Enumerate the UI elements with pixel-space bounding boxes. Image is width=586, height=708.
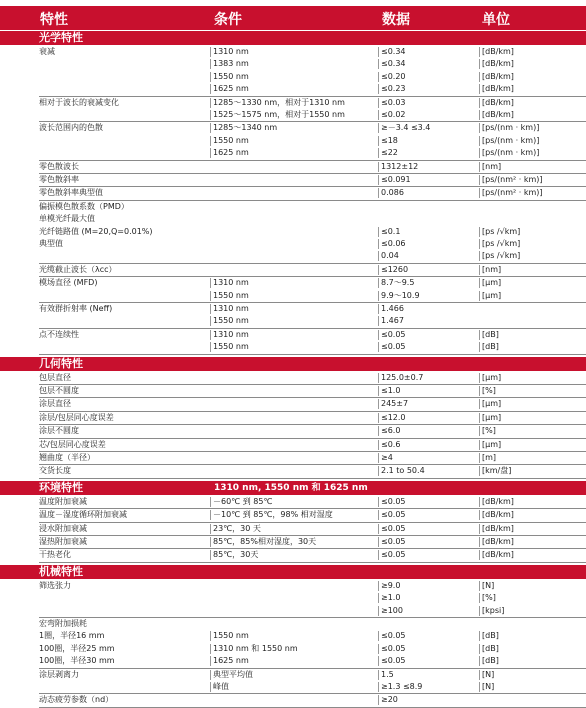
row-value: ≤0.05 xyxy=(381,631,406,641)
row-cond: 1310 nm xyxy=(213,47,249,56)
row-unit: [dB/km] xyxy=(482,109,514,119)
row-value: ≥9.0 xyxy=(381,580,401,590)
row-param: 交货长度 xyxy=(39,466,71,476)
section-title: 光学特性 xyxy=(39,31,83,44)
row-unit: [N] xyxy=(482,580,495,590)
row-param: 有效群折射率 (Neff) xyxy=(39,304,113,313)
row-param: 衰减 xyxy=(39,47,55,56)
row-cond: 1625 nm xyxy=(213,84,249,94)
spec-group xyxy=(39,372,586,385)
row-value: ≤0.6 xyxy=(381,439,401,449)
spec-group xyxy=(39,398,586,411)
row-unit: [dB/km] xyxy=(482,496,514,506)
row-value: ≤0.05 xyxy=(381,523,406,533)
spec-group xyxy=(39,161,586,174)
row-param: 干热老化 xyxy=(39,550,71,560)
row-value: ≤0.05 xyxy=(381,643,406,653)
row-cond: 1310 nm 和 1550 nm xyxy=(213,643,298,653)
row-unit: [%] xyxy=(482,386,496,395)
row-value: ≤0.23 xyxy=(381,84,406,94)
row-unit: [kpsi] xyxy=(482,605,505,615)
row-param: 涂层不圆度 xyxy=(39,426,79,436)
row-cond: 85℃，85%相对湿度，30天 xyxy=(213,537,317,546)
row-unit: [ps /√km] xyxy=(482,238,521,248)
row-param: 包层不圆度 xyxy=(39,386,79,395)
row-value: ≤6.0 xyxy=(381,426,401,436)
row-value: 2.1 to 50.4 xyxy=(381,466,425,476)
row-value: ≥－3.4 ≤3.4 xyxy=(381,123,431,133)
row-value: ≤18 xyxy=(381,135,398,145)
row-param: 零色散斜率 xyxy=(39,175,79,184)
section-title: 几何特性 xyxy=(39,356,83,370)
spec-group xyxy=(39,187,586,200)
section-condition: 1310 nm, 1550 nm 和 1625 nm xyxy=(214,482,368,493)
row-unit: [μm] xyxy=(482,412,502,422)
spec-group xyxy=(39,439,586,452)
row-unit: [ps/(nm² · km)] xyxy=(482,175,543,184)
row-cond: 1310 nm xyxy=(213,304,249,313)
row-unit: [m] xyxy=(482,453,497,462)
row-param: 浸水附加衰减 xyxy=(39,523,87,533)
row-value: 0.04 xyxy=(381,251,399,261)
spec-group xyxy=(39,425,586,438)
spec-group xyxy=(39,46,586,97)
row-value: ≤0.06 xyxy=(381,238,406,248)
spec-group xyxy=(39,536,586,549)
spec-group xyxy=(39,385,586,398)
row-value: 1.5 xyxy=(381,669,394,679)
row-cond: 典型平均值 xyxy=(213,669,253,679)
row-value: ≤22 xyxy=(381,148,398,158)
header-unit: 单位 xyxy=(482,12,510,28)
row-param: 100圈，半径25 mm xyxy=(39,643,115,653)
spec-group xyxy=(39,465,586,478)
row-param: 波长范围内的色散 xyxy=(39,123,103,133)
spec-group xyxy=(39,523,586,536)
row-unit: [nm] xyxy=(482,161,502,171)
row-param: 芯/包层同心度误差 xyxy=(39,439,106,449)
row-unit: [dB] xyxy=(482,643,499,653)
row-value: ≤0.02 xyxy=(381,109,406,119)
row-param: 涂层/包层同心度误差 xyxy=(39,412,114,422)
spec-group xyxy=(39,277,586,303)
spec-group xyxy=(39,201,586,264)
row-unit: [%] xyxy=(482,426,496,436)
row-cond: 1285～1340 nm xyxy=(213,123,278,133)
row-unit: [dB] xyxy=(482,329,499,339)
row-param: 1圈，半径16 mm xyxy=(39,631,105,641)
row-value: 8.7～9.5 xyxy=(381,278,415,288)
row-unit: [dB] xyxy=(482,656,499,666)
row-param: 包层直径 xyxy=(39,372,71,382)
table-header xyxy=(0,6,586,30)
row-cond: 1625 nm xyxy=(213,656,249,666)
section-header xyxy=(0,565,586,579)
row-param: 宏弯附加损耗 xyxy=(39,619,87,628)
row-cond: 1550 nm xyxy=(213,342,249,352)
row-param: 温度－湿度循环附加衰减 xyxy=(39,510,127,520)
row-param: 100圈，半径30 mm xyxy=(39,656,115,666)
row-cond: 1550 nm xyxy=(213,71,249,81)
row-value: ≤0.1 xyxy=(381,226,401,236)
spec-group xyxy=(39,303,586,329)
section-title: 机械特性 xyxy=(39,564,83,578)
row-value: ≤1.0 xyxy=(381,386,401,395)
row-unit: [dB/km] xyxy=(482,510,514,520)
row-unit: [%] xyxy=(482,593,496,603)
row-unit: [ps /√km] xyxy=(482,226,521,236)
row-param: 翘曲度（半径） xyxy=(39,453,95,462)
row-param: 单模光纤最大值 xyxy=(39,214,95,224)
row-param: 偏振模色散系数（PMD） xyxy=(39,201,129,211)
row-unit: [dB/km] xyxy=(482,71,514,81)
row-value: 0.086 xyxy=(381,188,404,198)
row-param: 模场直径 (MFD) xyxy=(39,278,98,288)
spec-group xyxy=(39,549,586,562)
row-cond: 1550 nm xyxy=(213,135,249,145)
row-param: 动态疲劳参数（nd） xyxy=(39,695,114,705)
row-unit: [dB/km] xyxy=(482,84,514,94)
row-value: ≤0.34 xyxy=(381,47,406,56)
row-cond: 1310 nm xyxy=(213,329,249,339)
row-value: ≥1.3 ≤8.9 xyxy=(381,681,423,691)
row-cond: 1310 nm xyxy=(213,278,249,288)
row-cond: 1525～1575 nm，相对于1550 nm xyxy=(213,109,345,119)
spec-group xyxy=(39,452,586,465)
row-unit: [μm] xyxy=(482,439,502,449)
row-unit: [dB] xyxy=(482,342,499,352)
row-unit: [μm] xyxy=(482,278,502,288)
row-cond: 峰值 xyxy=(213,681,229,691)
spec-group xyxy=(39,122,586,160)
row-cond: 1285～1330 nm，相对于1310 nm xyxy=(213,97,345,107)
row-param: 点不连续性 xyxy=(39,329,79,339)
row-cond: 1550 nm xyxy=(213,290,249,300)
spec-group xyxy=(39,509,586,522)
row-param: 温度附加衰减 xyxy=(39,496,87,506)
row-unit: [N] xyxy=(482,681,495,691)
row-value: ≤0.05 xyxy=(381,550,406,560)
row-unit: [dB/km] xyxy=(482,47,514,56)
section-header xyxy=(0,357,586,371)
row-unit: [dB/km] xyxy=(482,550,514,560)
row-cond: 1383 nm xyxy=(213,59,249,69)
spec-group xyxy=(39,618,586,669)
row-param: 筛选张力 xyxy=(39,580,71,590)
spec-group xyxy=(39,496,586,509)
header-condition: 条件 xyxy=(214,12,242,28)
row-unit: [nm] xyxy=(482,264,502,274)
row-unit: [dB/km] xyxy=(482,537,514,546)
spec-group xyxy=(39,412,586,425)
section-header xyxy=(0,31,586,45)
row-value: 245±7 xyxy=(381,399,409,409)
row-param: 涂层直径 xyxy=(39,399,71,409)
spec-group xyxy=(39,97,586,123)
row-unit: [ps/(nm · km)] xyxy=(482,135,540,145)
row-cond: 23℃，30 天 xyxy=(213,523,261,533)
row-value: ≤0.34 xyxy=(381,59,406,69)
section-header xyxy=(0,481,586,495)
spec-group xyxy=(39,580,586,618)
row-value: ≤0.05 xyxy=(381,496,406,506)
row-value: 9.9～10.9 xyxy=(381,290,420,300)
row-unit: [dB/km] xyxy=(482,523,514,533)
row-value: 125.0±0.7 xyxy=(381,372,424,382)
row-unit: [μm] xyxy=(482,290,502,300)
row-param: 光纤链路值 (M=20,Q=0.01%) xyxy=(39,226,153,236)
row-param: 零色散斜率典型值 xyxy=(39,188,103,198)
row-unit: [ps/(nm · km)] xyxy=(482,148,540,158)
row-value: ≤0.05 xyxy=(381,656,406,666)
spec-group xyxy=(39,694,586,707)
row-value: ≤0.05 xyxy=(381,510,406,520)
row-unit: [μm] xyxy=(482,399,502,409)
row-cond: －10℃ 到 85℃，98% 相对湿度 xyxy=(213,510,333,520)
spec-group xyxy=(39,329,586,355)
row-unit: [ps/(nm² · km)] xyxy=(482,188,543,198)
header-data: 数据 xyxy=(382,12,410,28)
section-title: 环境特性 xyxy=(39,480,83,494)
spec-group xyxy=(39,264,586,277)
row-value: 1.467 xyxy=(381,316,404,326)
row-param: 光缆截止波长（λcc） xyxy=(39,264,117,274)
spec-group xyxy=(39,669,586,695)
row-unit: [dB/km] xyxy=(482,59,514,69)
row-value: ≤0.05 xyxy=(381,537,406,546)
row-param: 典型值 xyxy=(39,238,63,248)
row-cond: 1625 nm xyxy=(213,148,249,158)
row-value: ≤12.0 xyxy=(381,412,406,422)
row-param: 零色散波长 xyxy=(39,161,79,171)
row-value: ≤1260 xyxy=(381,264,409,274)
row-cond: 1550 nm xyxy=(213,316,249,326)
row-value: 1.466 xyxy=(381,304,404,313)
row-param: 湿热附加衰减 xyxy=(39,537,87,546)
header-characteristic: 特性 xyxy=(40,12,68,28)
row-value: ≤0.05 xyxy=(381,329,406,339)
row-value: ≥20 xyxy=(381,695,398,705)
row-value: ≤0.091 xyxy=(381,175,411,184)
row-unit: [μm] xyxy=(482,372,502,382)
row-value: ≤0.05 xyxy=(381,342,406,352)
row-cond: 85℃，30天 xyxy=(213,550,259,560)
spec-group xyxy=(39,174,586,187)
row-unit: [N] xyxy=(482,669,495,679)
row-value: ≤0.03 xyxy=(381,97,406,107)
row-cond: －60℃ 到 85℃ xyxy=(213,496,273,506)
row-param: 相对于波长的衰减变化 xyxy=(39,97,119,107)
row-unit: [ps/(nm · km)] xyxy=(482,123,540,133)
row-param: 涂层剥离力 xyxy=(39,669,79,679)
row-value: ≥1.0 xyxy=(381,593,401,603)
row-unit: [dB] xyxy=(482,631,499,641)
row-cond: 1550 nm xyxy=(213,631,249,641)
row-value: 1312±12 xyxy=(381,161,419,171)
row-unit: [km/盘] xyxy=(482,466,512,476)
row-unit: [dB/km] xyxy=(482,97,514,107)
row-unit: [ps /√km] xyxy=(482,251,521,261)
row-value: ≥100 xyxy=(381,605,403,615)
row-value: ≤0.20 xyxy=(381,71,406,81)
row-value: ≥4 xyxy=(381,453,393,462)
